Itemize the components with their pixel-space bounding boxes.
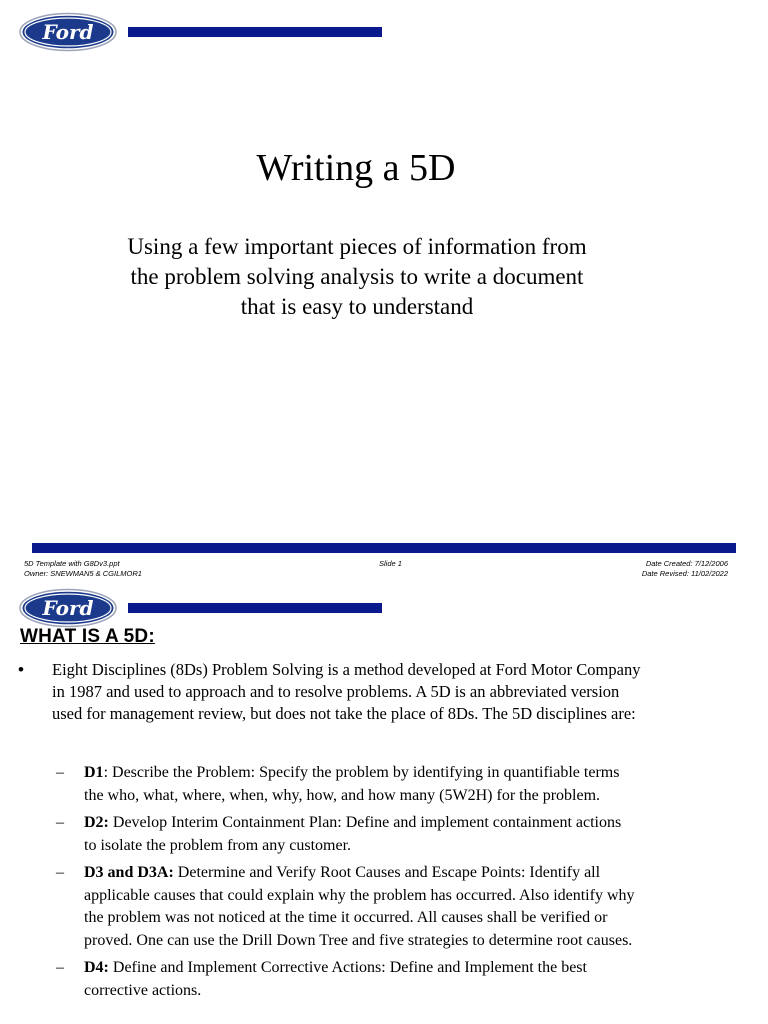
slide-title: Writing a 5D <box>256 147 456 189</box>
item-label: D2: <box>84 814 109 831</box>
item-line: applicable causes that could explain why the problem has occurred. Also identify why <box>84 886 635 904</box>
section-heading: WHAT IS A 5D: <box>20 626 155 647</box>
bullet-line: in 1987 and used to approach and to resolve problems. A 5D is an abbreviated version <box>52 682 620 701</box>
item-text <box>84 762 756 807</box>
list-item-d4 <box>56 957 756 1002</box>
footer-owner: Owner: SNEWMAN5 & CGILMOR1 <box>24 569 142 578</box>
dash-marker: – <box>56 864 64 881</box>
ford-logo <box>18 588 118 628</box>
ford-logo-text: Ford <box>42 596 94 620</box>
item-line: the who, what, where, when, why, how, and how many (5W2H) for the problem. <box>84 786 601 804</box>
dash-marker: – <box>56 959 64 976</box>
item-line: corrective actions. <box>84 981 202 999</box>
list-item-d2 <box>56 812 756 857</box>
slide-subtitle <box>90 232 624 322</box>
subtitle-line: Using a few important pieces of information from <box>127 234 587 259</box>
item-line: Develop Interim Containment Plan: Define and implement containment actions <box>112 814 622 831</box>
item-text <box>84 862 756 952</box>
bullet-marker: • <box>18 660 24 679</box>
footer-slide-number: Slide 1 <box>379 559 402 568</box>
item-line: to isolate the problem from any customer. <box>84 836 352 854</box>
item-label: D4: <box>84 959 109 976</box>
footer-template: 5D Template with G8Dv3.ppt <box>24 559 120 568</box>
ford-logo-text: Ford <box>42 20 94 44</box>
header-bar <box>128 27 382 37</box>
intro-bullet <box>14 659 754 725</box>
footer-date-revised: Date Revised: 11/02/2022 <box>641 569 728 578</box>
item-line: Determine and Verify Root Causes and Escape Points: Identify all <box>177 864 601 881</box>
item-line: Describe the Problem: Specify the problem by identifying in quantifiable terms <box>112 764 620 781</box>
item-label: D3 and D3A: <box>84 864 174 881</box>
bullet-line: Eight Disciplines (8Ds) Problem Solving is a method developed at Ford Motor Company <box>52 660 641 679</box>
item-label: D1 <box>84 764 104 781</box>
list-item-d1 <box>56 762 756 807</box>
item-text <box>84 957 756 1002</box>
dash-marker: – <box>56 764 64 781</box>
subtitle-line: the problem solving analysis to write a document <box>130 264 584 289</box>
disciplines-list <box>56 762 756 1007</box>
item-line: the problem was not noticed at the time it occurred. All causes shall be verified or <box>84 909 608 926</box>
item-line: proved. One can use the Drill Down Tree and five strategies to determine root causes. <box>84 931 633 949</box>
bullet-text <box>52 659 754 725</box>
footer-date-created: Date Created: 7/12/2006 <box>645 559 728 568</box>
item-line: Define and Implement Corrective Actions: Define and Implement the best <box>112 959 587 976</box>
bullet-line: used for management review, but does not take the place of 8Ds. The 5D disciplines are: <box>52 704 636 723</box>
footer-bar <box>32 543 736 553</box>
dash-marker: – <box>56 814 64 831</box>
header-bar <box>128 603 382 613</box>
item-sep: : <box>103 764 113 781</box>
list-item-d3 <box>56 862 756 952</box>
footer-file-info <box>24 559 142 579</box>
footer-dates <box>642 559 728 579</box>
item-text <box>84 812 756 857</box>
ford-logo <box>18 12 118 52</box>
subtitle-line: that is easy to understand <box>240 294 474 319</box>
